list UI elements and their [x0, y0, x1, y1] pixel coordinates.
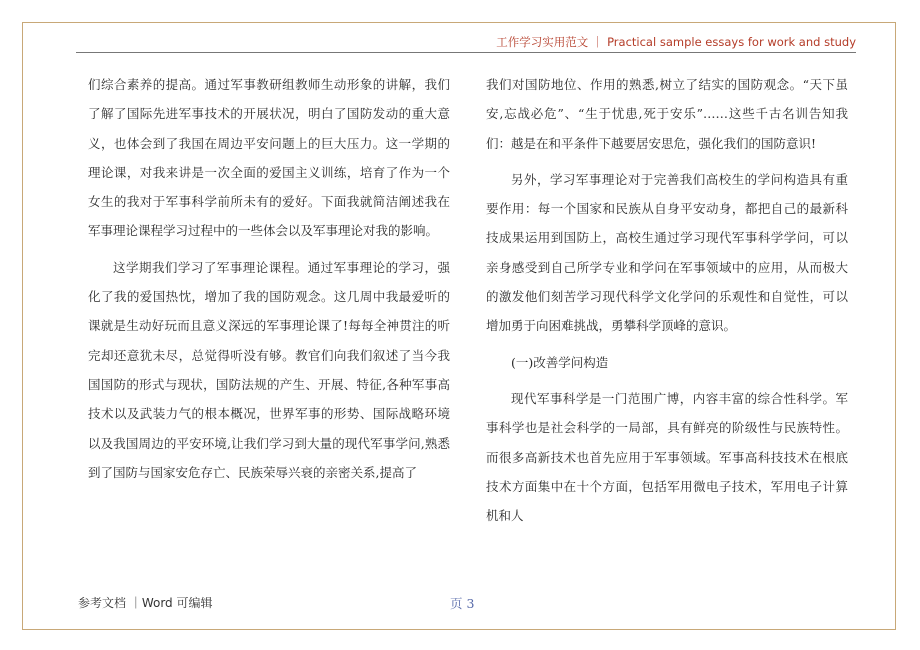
paragraph: 们综合素养的提高。通过军事教研组教师生动形象的讲解，我们了解了国际先进军事技术的开展状况，明白了国防发动的重大意义，也体会到了我国在周边平安问题上的巨大压力。这一学期的理论课，对我来讲是一次全面的爱国主义训练，培育了作为一个女生的我对于军事科学前所未有的爱好。下面我就简洁阐述我在军事理论课程学习过程中的一些体会以及军事理论对我的影响。	[88, 77, 450, 239]
section-heading: (一)改善学问构造	[511, 354, 609, 370]
page-number: 页 3	[450, 596, 475, 611]
paragraph: 另外，学习军事理论对于完善我们高校生的学问构造具有重要作用：每一个国家和民族从自身平安动身，都把自己的最新科技成果运用到国防上，高校生通过学习现代军事科学学问，可以亲身感受到自己所学专业和学问在军事领域中的应用，从而极大的激发他们刻苦学习现代科学文化学问的乐观性和自觉性，可以增加勇于向困难挑战，勇攀科学顶峰的意识。	[486, 171, 848, 334]
header-divider	[76, 52, 856, 53]
left-column	[88, 70, 450, 487]
paragraph: 我们对国防地位、作用的熟悉,树立了结实的国防观念。“天下虽安,忘战必危”、“生于忧患,死于安乐”……这些千古名训告知我们：越是在和平条件下越要居安思危，强化我们的国防意识!	[486, 77, 848, 151]
paragraph: 现代军事科学是一门范围广博，内容丰富的综合性科学。军事科学也是社会科学的一局部，具有鲜亮的阶级性与民族特性。而很多高新技术也首先应用于军事领域。军事高科技技术在根底技术方面集中在十个方面，包括军用微电子技术，军用电子计算机和人	[486, 390, 848, 524]
page-header: 工作学习实用范文 ｜ Practical sample essays for work and study	[496, 35, 856, 49]
right-column	[486, 70, 848, 530]
paragraph: 这学期我们学习了军事理论课程。通过军事理论的学习，强化了我的爱国热忱，增加了我的国防观念。这几周中我最爱听的课就是生动好玩而且意义深远的军事理论课了!每每全神贯注的听完却还意犹未尽，总觉得听没有够。教官们向我们叙述了当今我国国防的形式与现状，国防法规的产生、开展、特征,各种军事高技术以及武装力气的根本概况，世界军事的形势、国际战略环境以及我国周边的平安环境,让我们学习到大量的现代军事学问,熟悉到了国防与国家安危存亡、民族荣辱兴衰的亲密关系,提高了	[88, 259, 450, 480]
footer-label: 参考文档 ｜Word 可编辑	[78, 596, 213, 610]
